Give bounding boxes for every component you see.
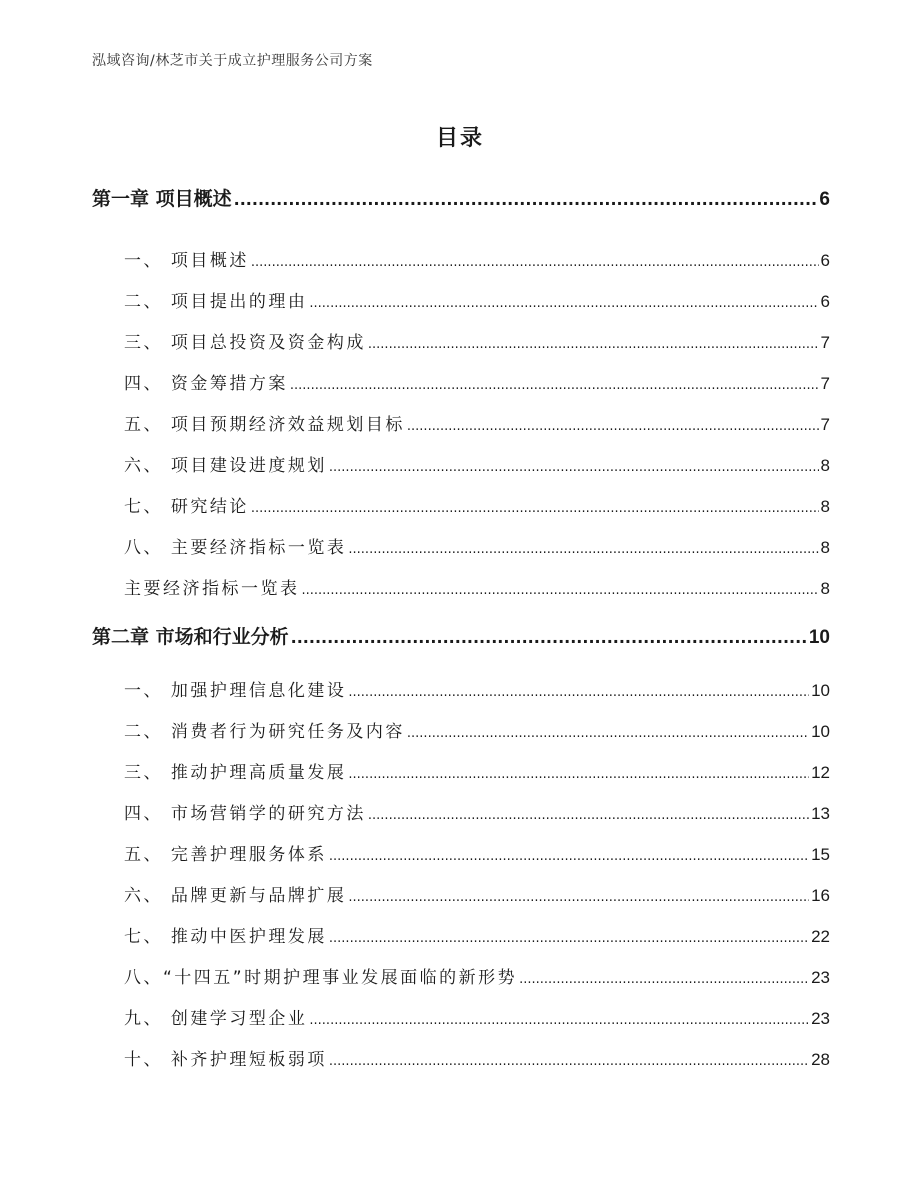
dot-leader: [329, 931, 809, 946]
toc-entry-label: 三、 推动护理高质量发展: [124, 763, 347, 783]
toc-section-row[interactable]: [124, 369, 830, 394]
toc-section-row[interactable]: [124, 1045, 830, 1070]
dot-leader: [368, 808, 809, 823]
toc-chapter-row[interactable]: [92, 184, 830, 211]
dot-leader: [348, 685, 809, 700]
dot-leader: [348, 767, 809, 782]
toc-entry-label: 五、 完善护理服务体系: [124, 845, 327, 865]
toc-entry-label: 第一章 项目概述: [92, 188, 232, 210]
dot-leader: [407, 419, 819, 434]
toc-page-number: 6: [820, 251, 830, 270]
dot-leader: [329, 460, 819, 475]
toc-section-row[interactable]: [124, 1004, 830, 1029]
toc-entry-label: 一、 项目概述: [124, 251, 249, 271]
toc-section-row[interactable]: [124, 799, 830, 824]
dot-leader: [519, 972, 809, 987]
toc-page-number: 28: [811, 1050, 830, 1069]
toc-page-number: 10: [811, 681, 830, 700]
toc-page-number: 23: [811, 968, 830, 987]
toc-entry-label: 五、 项目预期经济效益规划目标: [124, 415, 405, 435]
toc-page-number: 13: [811, 804, 830, 823]
toc-section-row[interactable]: [124, 574, 830, 599]
toc-section-row[interactable]: [124, 881, 830, 906]
toc-entry-label: 第二章 市场和行业分析: [92, 626, 289, 648]
dot-leader: [302, 583, 819, 598]
dot-leader: [309, 296, 818, 311]
dot-leader: [368, 337, 819, 352]
dot-leader: [309, 1013, 809, 1028]
toc-page-number: 10: [811, 722, 830, 741]
toc-page-number: 6: [819, 189, 830, 210]
toc-section-row[interactable]: [124, 840, 830, 865]
toc-section-row[interactable]: [124, 533, 830, 558]
toc-section-row[interactable]: [124, 492, 830, 517]
toc-entry-label: 二、 项目提出的理由: [124, 292, 308, 312]
page-header: 泓域咨询/林芝市关于成立护理服务公司方案: [92, 53, 373, 69]
toc-section-row[interactable]: [124, 963, 830, 988]
toc-entry-label: 七、 研究结论: [124, 497, 249, 517]
toc-section-row[interactable]: [124, 451, 830, 476]
toc-entry-label: 四、 资金筹措方案: [124, 374, 288, 394]
toc-section-row[interactable]: [124, 922, 830, 947]
toc-chapter-row[interactable]: [92, 622, 830, 649]
dot-leader: [348, 890, 809, 905]
dot-leader: [329, 849, 809, 864]
toc-entry-label: 六、 项目建设进度规划: [124, 456, 327, 476]
toc-entry-label: 一、 加强护理信息化建设: [124, 681, 347, 701]
toc-entry-label: 九、 创建学习型企业: [124, 1009, 308, 1029]
toc-section-row[interactable]: [124, 328, 830, 353]
dot-leader: [251, 501, 819, 516]
toc-section-row[interactable]: [124, 717, 830, 742]
toc-page-number: 8: [820, 497, 830, 516]
toc-entry-label: 七、 推动中医护理发展: [124, 927, 327, 947]
toc-page-number: 12: [811, 763, 830, 782]
dot-leader: [251, 255, 819, 270]
toc-section-row[interactable]: [124, 287, 830, 312]
toc-entry-label: 八、 主要经济指标一览表: [124, 538, 347, 558]
toc-section-row[interactable]: [124, 410, 830, 435]
toc-page-number: 7: [820, 374, 830, 393]
toc-section-row[interactable]: [124, 758, 830, 783]
toc-page-number: 7: [820, 333, 830, 352]
toc-section-row[interactable]: [124, 676, 830, 701]
toc-entry-label: 三、 项目总投资及资金构成: [124, 333, 366, 353]
toc-entry-label: 十、 补齐护理短板弱项: [124, 1050, 327, 1070]
toc-entry-label: 八、“十四五”时期护理事业发展面临的新形势: [124, 968, 518, 988]
dot-leader: [291, 628, 807, 647]
toc-entry-label: 主要经济指标一览表: [124, 579, 300, 599]
toc-page-number: 7: [820, 415, 830, 434]
toc-page-number: 8: [820, 538, 830, 557]
page-title: 目录: [435, 126, 484, 151]
toc-entry-label: 二、 消费者行为研究任务及内容: [124, 722, 405, 742]
dot-leader: [234, 190, 818, 209]
dot-leader: [329, 1054, 809, 1069]
toc-page-number: 16: [811, 886, 830, 905]
toc-section-row[interactable]: [124, 246, 830, 271]
toc-page-number: 8: [820, 456, 830, 475]
toc-page-number: 23: [811, 1009, 830, 1028]
dot-leader: [407, 726, 809, 741]
toc-page-number: 15: [811, 845, 830, 864]
dot-leader: [290, 378, 819, 393]
toc-page-number: 8: [820, 579, 830, 598]
toc-page-number: 10: [808, 627, 830, 648]
toc-page-number: 6: [820, 292, 830, 311]
toc-entry-label: 六、 品牌更新与品牌扩展: [124, 886, 347, 906]
dot-leader: [348, 542, 818, 557]
toc-page-number: 22: [811, 927, 830, 946]
toc-entry-label: 四、 市场营销学的研究方法: [124, 804, 366, 824]
